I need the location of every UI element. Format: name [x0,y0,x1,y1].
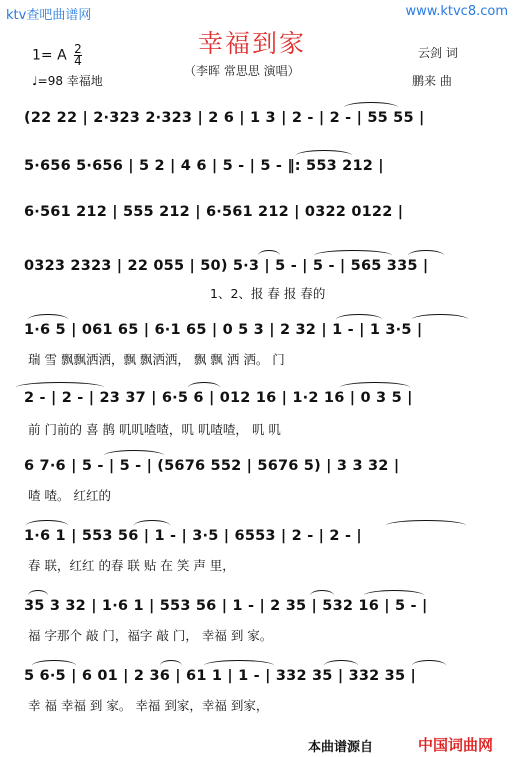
music-line: (22 22 | 2·323 2·323 | 2 6 | 1 3 | 2 - | 2 - | 55 55 | [24,110,425,126]
song-title: 幸福到家 [198,29,307,58]
slur-mark [412,660,446,671]
system-1 [24,110,494,126]
lyric-line: 春 联，红红 的春 联 贴 在 笑 声 里， [28,558,235,573]
slur-mark [340,382,410,393]
lyric-line: 1、2、报 春 报 春的 [210,286,326,301]
system-4 [24,258,494,301]
music-line: 0323 2323 | 22 055 | 50) 5·3 | 5 - | 5 - | 565 335 | [24,258,429,274]
watermark-left: ktv查吧曲谱网 [6,8,92,23]
slur-mark [364,590,424,601]
key-signature [32,44,82,67]
lyric-line: 喳 喳。 红红的 [28,488,111,503]
music-line: 5 6·5 | 6 01 | 2 36 | 61 1 | 1 - | 332 35 | 332 35 | [24,668,417,684]
slur-mark [258,250,280,261]
slur-mark [28,314,68,325]
system-6 [24,390,494,437]
time-denominator: 4 [74,54,82,68]
tie-mark [16,382,104,393]
time-numerator: 2 [74,42,82,56]
slur-mark [160,660,182,671]
time-signature [74,44,82,67]
tie-mark [314,250,392,261]
lyricist: 云剑 词 [418,46,458,60]
slur-mark [188,382,220,393]
tie-mark [104,450,164,461]
slur-mark [324,660,358,671]
lyric-line: 前 门前的 喜 鹊 叽叽喳喳，叽 叽喳喳， 叽 叽 [28,422,281,437]
lyric-line: 幸 福 幸福 到 家。 幸福 到家，幸福 到家， [28,698,269,713]
key-label: 1= A [32,47,67,64]
slur-mark [408,250,444,261]
footer-source-label: 本曲谱源自 [308,740,374,755]
watermark-right: www.ktvc8.com [405,4,508,19]
music-line: 6 7·6 | 5 - | 5 - | (5676 552 | 5676 5) | 3 3 32 | [24,458,400,474]
slur-mark [310,590,334,601]
system-9 [24,598,494,643]
system-7 [24,458,494,503]
tie-mark [204,660,274,671]
music-line: 6·561 212 | 555 212 | 6·561 212 | 0322 0122 | [24,204,404,220]
music-line: 2 - | 2 - | 23 37 | 6·5 6 | 012 16 | 1·2 16 | 0 3 5 | [24,390,413,406]
music-line: 35 3 32 | 1·6 1 | 553 56 | 1 - | 2 35 | 532 16 | 5 - | [24,598,428,614]
slur-mark [134,520,170,531]
slur-mark [32,660,76,671]
slur-mark [336,314,382,325]
tie-mark [412,314,468,325]
music-line: 5·656 5·656 | 5 2 | 4 6 | 5 - | 5 - ‖: 553 212 | [24,158,384,174]
lyric-line: 瑞 雪 飘飘洒洒，飘 飘洒洒， 飘 飘 洒 洒。 门 [28,352,285,367]
music-line: 1·6 1 | 553 56 | 1 - | 3·5 | 6553 | 2 - | 2 - | [24,528,362,544]
tempo-marking: ♩=98 幸福地 [32,74,103,88]
slur-mark [26,520,68,531]
tie-mark [386,520,466,531]
singers: （李晖 常思思 演唱） [184,64,300,78]
system-2 [24,158,494,174]
system-8 [24,528,494,573]
system-10 [24,668,494,713]
slur-mark [28,590,48,601]
system-5 [24,322,494,367]
system-3 [24,204,494,220]
lyric-line: 福 字那个 敲 门，福字 敲 门， 幸福 到 家。 [28,628,273,643]
composer: 鹏来 曲 [412,74,452,88]
footer-site-name[interactable]: 中国词曲网 [418,736,494,754]
music-line: 1·6 5 | 061 65 | 6·1 65 | 0 5 3 | 2 32 | 1 - | 1 3·5 | [24,322,423,338]
tie-mark [344,102,398,113]
tie-mark [296,150,352,161]
